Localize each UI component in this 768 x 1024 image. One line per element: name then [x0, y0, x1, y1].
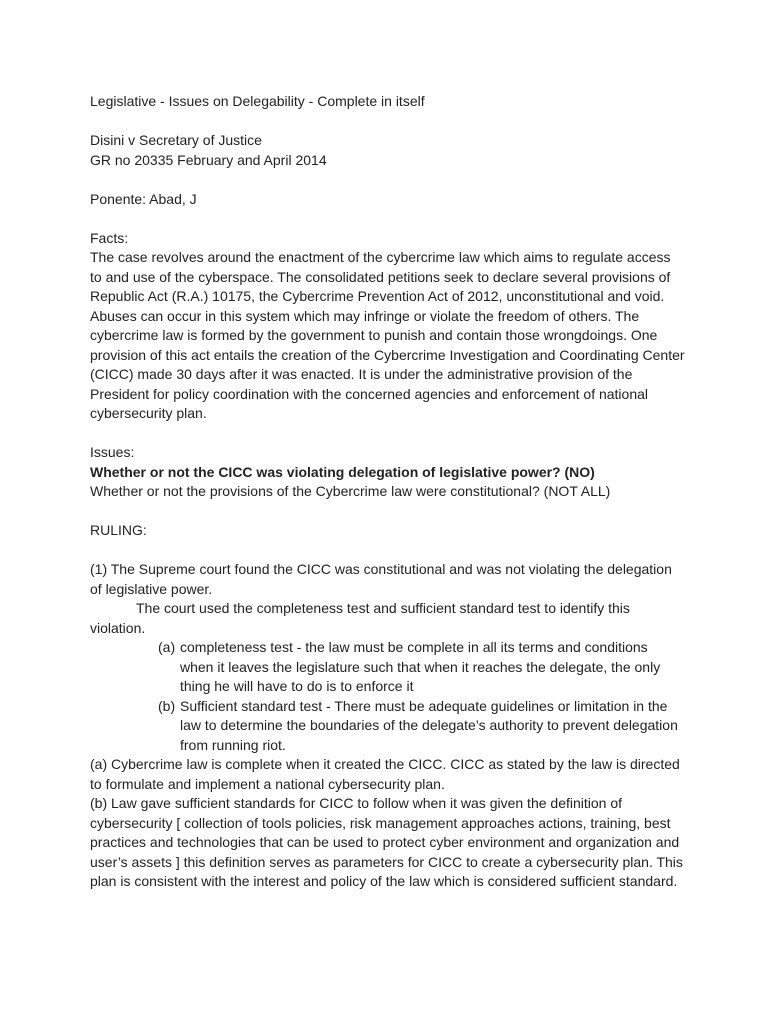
test-item-marker: (b): [158, 697, 176, 714]
ruling-application-b: (b) Law gave sufficient standards for CICC to follow when it was given the definition of cybersecurity [ collection of tools policies, risk management approaches actions, training, best practices and technologies that can be used to protect cyber environment and organization and user’s assets ] this definition serves as parameters for CICC to create a cybersecurity plan. This plan is consistent with the interest and policy of the law which is considered sufficient standard.: [90, 795, 683, 889]
test-item-b: [90, 697, 685, 756]
test-item-text: Sufficient standard test - There must be adequate guidelines or limitation in the law to determine the boundaries of the delegate’s authority to prevent delegation from running riot.: [180, 697, 678, 753]
facts-heading: Facts:: [90, 229, 129, 246]
test-item-a: [90, 638, 685, 697]
facts-body: The case revolves around the enactment of the cybercrime law which aims to regulate access to and use of the cyberspace. The consolidated petitions seek to declare several provisions of Republic Act (R.A.) 10175, the Cybercrime Prevention Act of 2012, unconstitutional and void. Abuses can occur in this system which may infringe or violate the freedom of others. The cybercrime law is formed by the government to punish and contain those wrongdoings. One provision of this act entails the creation of the Cybercrime Investigation and Coordinating Center (CICC) made 30 days after it was enacted. It is under the administrative provision of the President for policy coordination with the concerned agencies and enforcement of national cybersecurity plan.: [90, 249, 685, 421]
ponente: Ponente: Abad, J: [90, 190, 197, 207]
case-name: Disini v Secretary of Justice: [90, 132, 262, 148]
issues-heading: Issues:: [90, 444, 135, 460]
test-item-marker: (a): [158, 639, 176, 655]
issue-1: Whether or not the CICC was violating delegation of legislative power? (NO): [90, 463, 595, 480]
test-item-text: completeness test - the law must be complete in all its terms and conditions when it leaves the legislature such that when it reaches the delegate, the only thing he will have to do is to enforce it: [180, 639, 661, 694]
ruling-point-1: (1) The Supreme court found the CICC was constitutional and was not violating the delegation of legislative power.: [90, 561, 672, 597]
ruling-tests-intro: The court used the completeness test and sufficient standard test to identify this violation.: [90, 600, 630, 636]
document-page: [90, 92, 685, 892]
ruling-application-a: (a) Cybercrime law is complete when it created the CICC. CICC as stated by the law is directed to formulate and implement a national cybersecurity plan.: [90, 756, 680, 792]
ruling-heading: RULING:: [90, 522, 147, 538]
case-number: GR no 20335 February and April 2014: [90, 151, 327, 168]
document-title: Legislative - Issues on Delegability - Complete in itself: [90, 93, 425, 109]
issue-2: Whether or not the provisions of the Cybercrime law were constitutional? (NOT ALL): [90, 483, 611, 499]
